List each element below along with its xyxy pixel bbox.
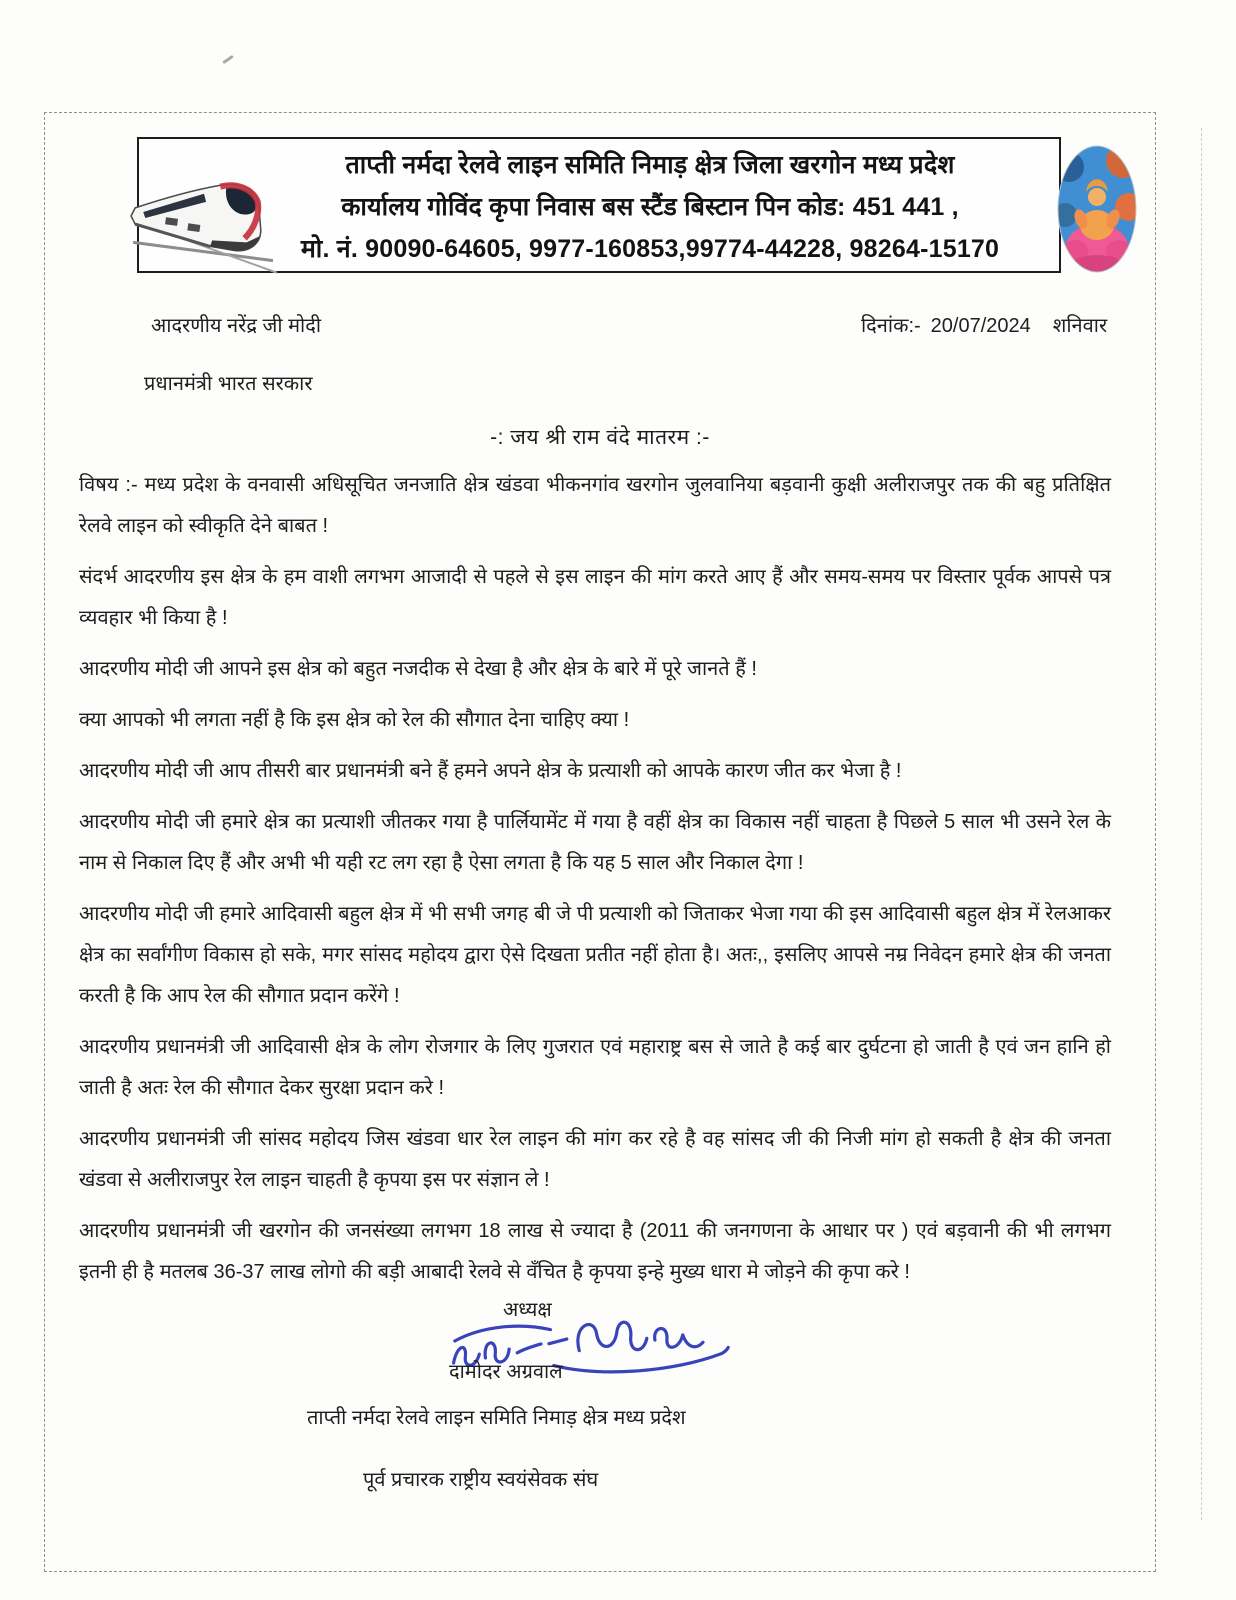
letter-paragraph: आदरणीय प्रधानमंत्री जी आदिवासी क्षेत्र के लोग रोजगार के लिए गुजरात एवं महाराष्ट्र बस से जाते है कई बार दुर्घटना हो जाती है एवं जन हानि हो जाती है अतः रेल की सौगात देकर सुरक्षा प्रदान करे ! [79, 1036, 1111, 1099]
date-label: दिनांक:- [861, 315, 921, 337]
salutation-line: -: जय श्री राम वंदे मातरम :- [490, 426, 710, 449]
footer-designation-line: पूर्व प्रचारक राष्ट्रीय स्वयंसेवक संघ [363, 1469, 599, 1491]
train-icon [125, 155, 277, 277]
goddess-lakshmi-image [1057, 145, 1137, 273]
scan-artifact-pen-mark [222, 55, 234, 64]
recipient-name: आदरणीय नरेंद्र जी मोदी [151, 315, 322, 337]
date-value: 20/07/2024 [930, 315, 1031, 337]
recipient-designation: प्रधानमंत्री भारत सरकार [144, 373, 313, 395]
scan-artifact-edge-line [1201, 128, 1202, 1520]
signatory-name: दामोदर अग्रवाल [449, 1361, 563, 1383]
footer-organization-line: ताप्ती नर्मदा रेलवे लाइन समिति निमाड़ क्षेत्र मध्य प्रदेश [307, 1407, 686, 1429]
date-line [861, 311, 1107, 338]
page-dashed-border [44, 112, 1156, 1572]
letterhead-line-2: कार्यालय गोविंद कृपा निवास बस स्टैंड बिस्टान पिन कोड: 451 441 , [341, 193, 959, 221]
letterhead-line-1: ताप्ती नर्मदा रेलवे लाइन समिति निमाड़ क्षेत्र जिला खरगोन मध्य प्रदेश [345, 151, 955, 179]
date-day: शनिवार [1052, 315, 1108, 337]
letter-paragraph: विषय :- मध्य प्रदेश के वनवासी अधिसूचित जनजाति क्षेत्र खंडवा भीकनगांव खरगोन जुलवानिया बड़वानी कुक्षी अलीराजपुर तक की बहु प्रतिक्षित रेलवे लाइन को स्वीकृति देने बाबत ! [79, 474, 1111, 537]
letter-paragraph: संदर्भ आदरणीय इस क्षेत्र के हम वाशी लगभग आजादी से पहले से इस लाइन की मांग करते आए हैं और समय-समय पर विस्तार पूर्वक आपसे पत्र व्यवहार भी किया है ! [79, 566, 1111, 629]
letter-paragraph: आदरणीय मोदी जी आप तीसरी बार प्रधानमंत्री बने हैं हमने अपने क्षेत्र के प्रत्याशी को आपके कारण जीत कर भेजा है ! [79, 760, 902, 782]
letter-paragraph: आदरणीय मोदी जी आपने इस क्षेत्र को बहुत नजदीक से देखा है और क्षेत्र के बारे में पूरे जानते हैं ! [79, 658, 757, 680]
letter-paragraph: आदरणीय मोदी जी हमारे आदिवासी बहुल क्षेत्र में भी सभी जगह बी जे पी प्रत्याशी को जिताकर भेजा गया की इस आदिवासी बहुल क्षेत्र में रेलआकर क्षेत्र का सर्वांगीण विकास हो सके, मगर सांसद महोदय द्वारा ऐसे दिखता प्रतीत नहीं होता है। अतः,, इसलिए आपसे नम्र निवेदन हमारे क्षेत्र की जनता करती है कि आप रेल की सौगात प्रदान करेंगे ! [79, 903, 1111, 1007]
letter-paragraph: आदरणीय मोदी जी हमारे क्षेत्र का प्रत्याशी जीतकर गया है पार्लियामेंट में गया है वहीं क्षेत्र का विकास नहीं चाहता है पिछले 5 साल भी उसने रेल के नाम से निकाल दिए हैं और अभी भी यही रट लग रहा है ऐसा लगता है कि यह 5 साल और निकाल देगा ! [79, 811, 1111, 874]
letter-body [79, 465, 1111, 1303]
letter-paragraph: क्या आपको भी लगता नहीं है कि इस क्षेत्र को रेल की सौगात देना चाहिए क्या ! [79, 709, 630, 731]
letterhead-line-3: मो. नं. 90090-64605, 9977-160853,99774-44228, 98264-15170 [300, 235, 1000, 263]
letterhead [137, 137, 1061, 273]
signatory-title: अध्यक्ष [503, 1299, 552, 1321]
letter-paragraph: आदरणीय प्रधानमंत्री जी खरगोन की जनसंख्या लगभग 18 लाख से ज्यादा है (2011 की जनगणना के आधार पर ) एवं बड़वानी की भी लगभग इतनी ही है मतलब 36-37 लाख लोगो की बड़ी आबादी रेलवे से वँचित है कृपया इन्हे मुख्य धारा मे जोड़ने की कृपा करे ! [79, 1220, 1111, 1283]
letter-paragraph: आदरणीय प्रधानमंत्री जी सांसद महोदय जिस खंडवा धार रेल लाइन की मांग कर रहे है वह सांसद जी की निजी मांग हो सकती है क्षेत्र की जनता खंडवा से अलीराजपुर रेल लाइन चाहती है कृपया इस पर संज्ञान ले ! [79, 1128, 1111, 1191]
